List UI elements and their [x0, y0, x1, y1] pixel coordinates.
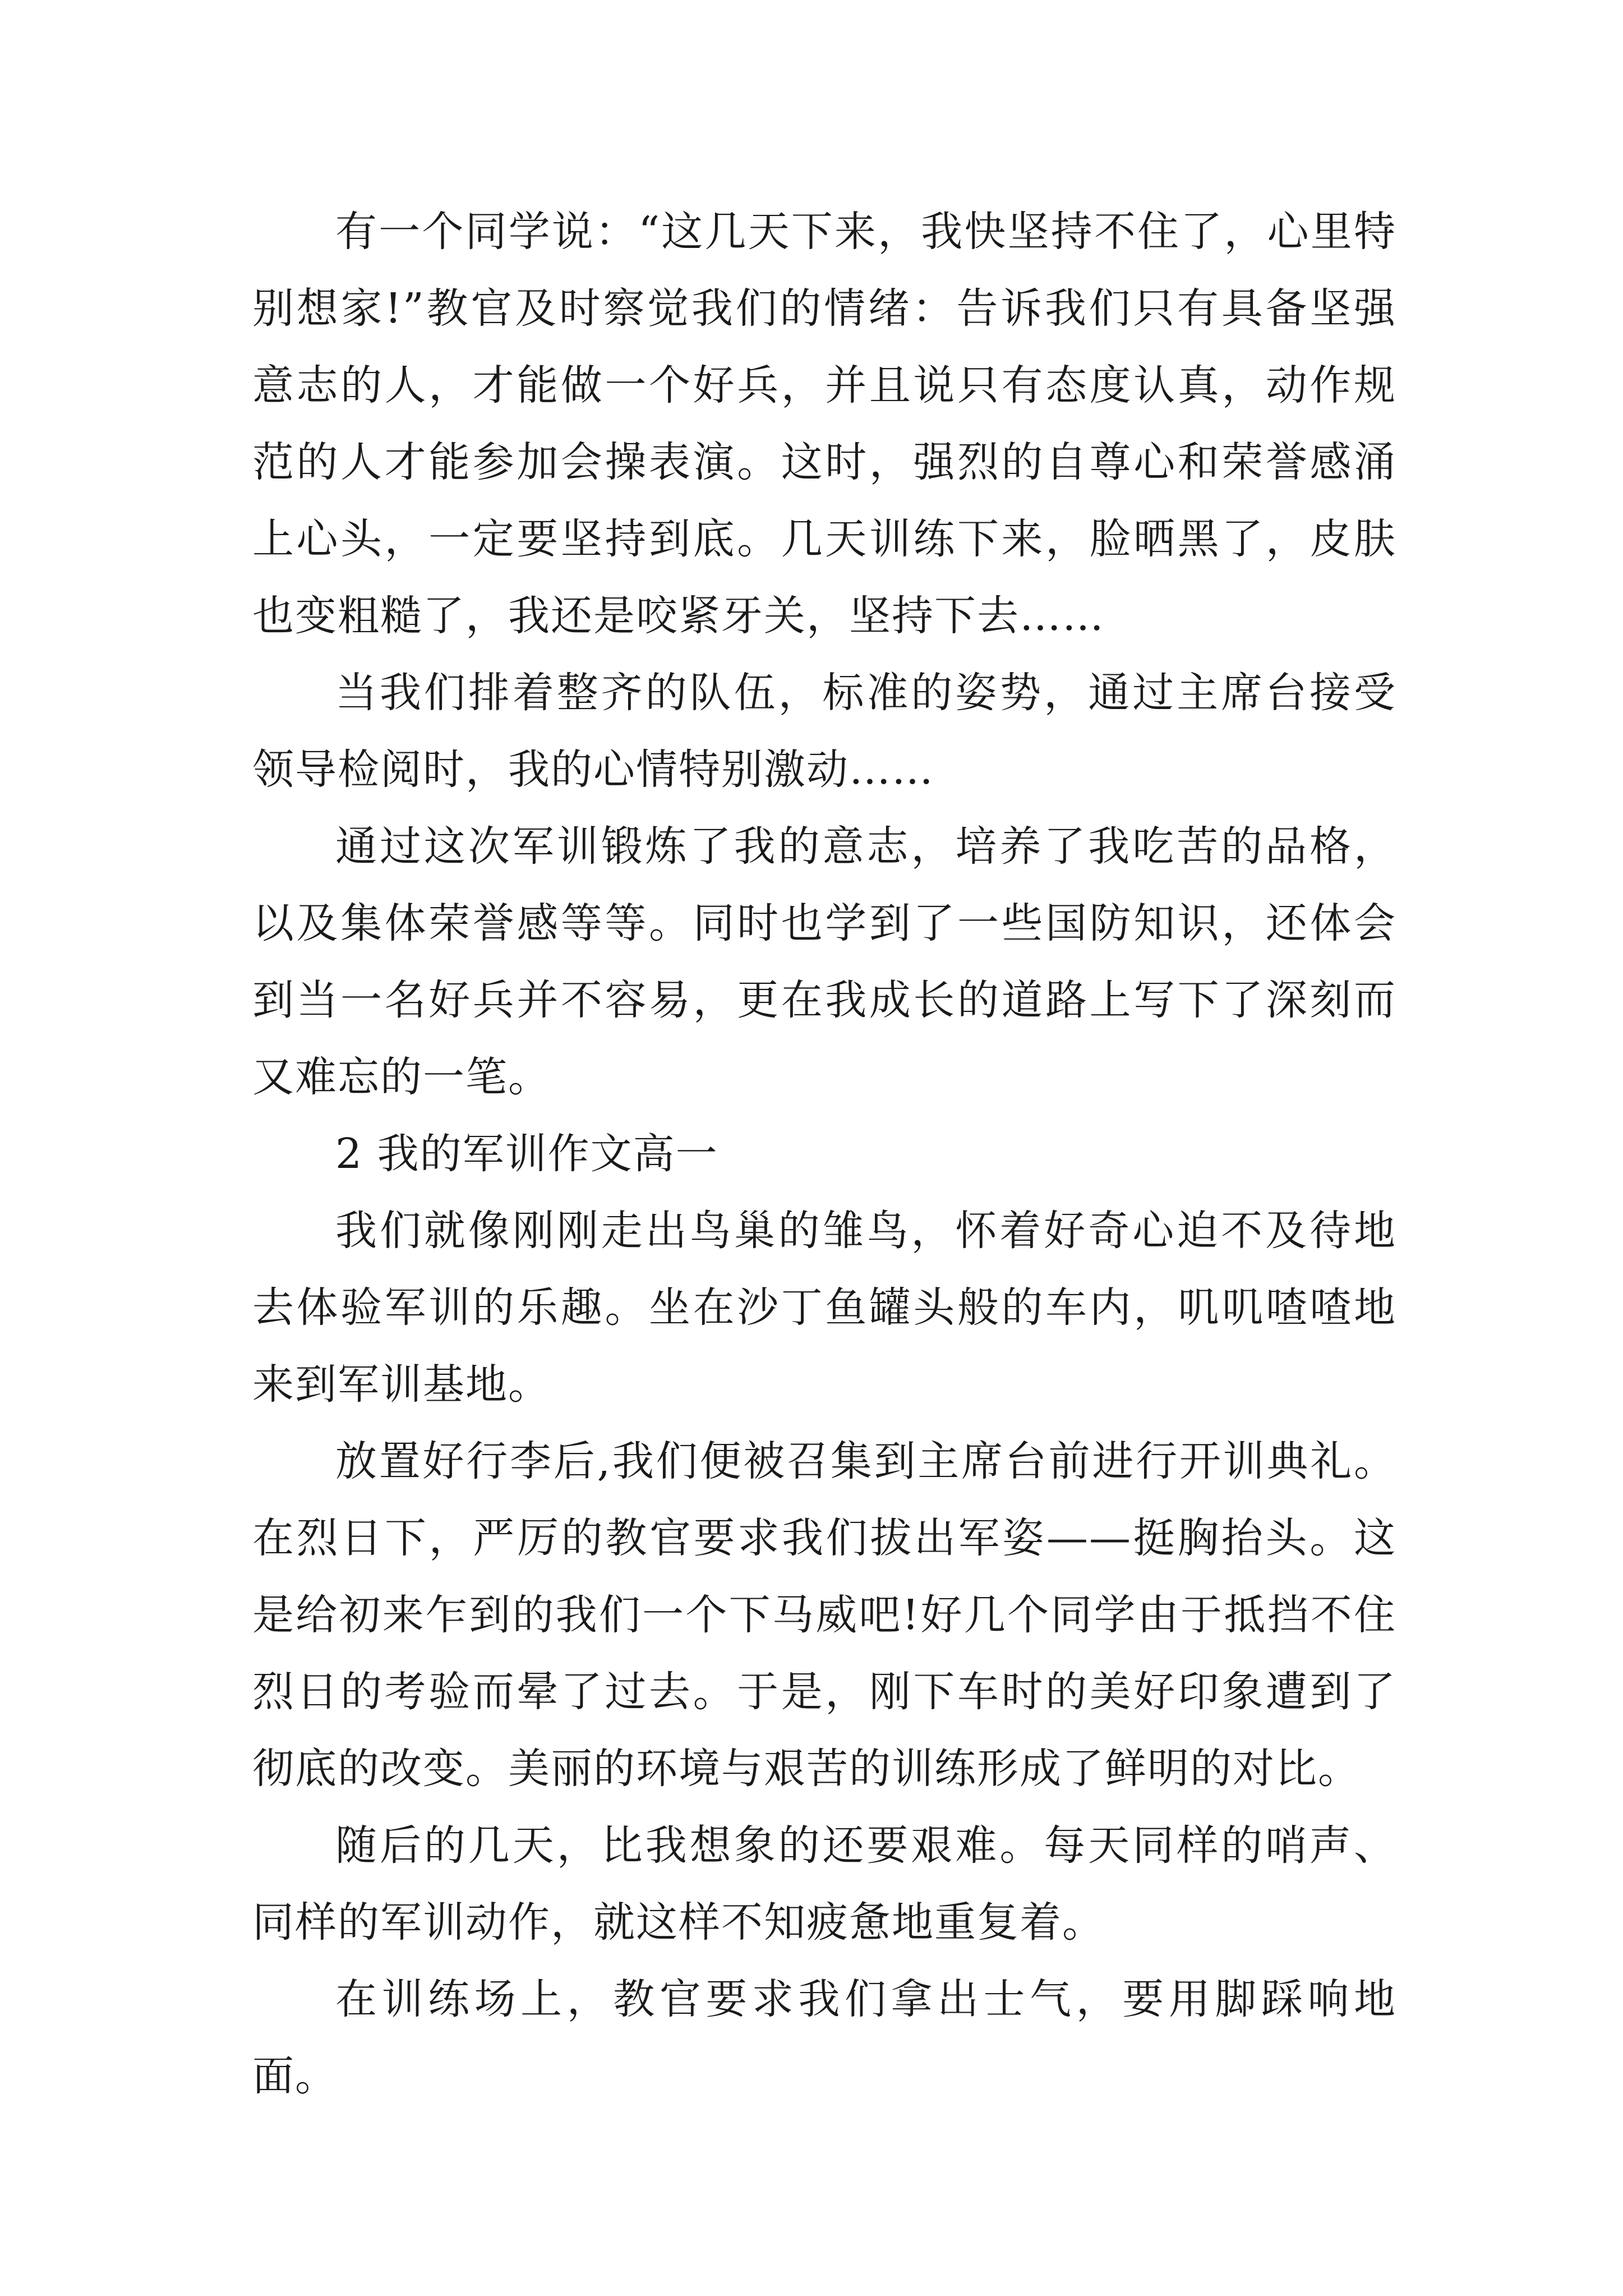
paragraph-7: 在训练场上，教官要求我们拿出士气，要用脚踩响地面。 — [252, 1975, 1396, 2100]
paragraph-6: 随后的几天，比我想象的还要艰难。每天同样的哨声、同样的军训动作，就这样不知疲惫地重复着。 — [252, 1821, 1396, 1947]
paragraph-4: 我们就像刚刚走出鸟巢的雏鸟，怀着好奇心迫不及待地去体验军训的乐趣。坐在沙丁鱼罐头般的车内，叽叽喳喳地来到军训基地。 — [252, 1207, 1396, 1409]
paragraph-5: 放置好行李后,我们便被召集到主席台前进行开训典礼。在烈日下，严厉的教官要求我们拔出军姿——挺胸抬头。这是给初来乍到的我们一个下马威吧!好几个同学由于抵挡不住烈日的考验而晕了过去。于是，刚下车时的美好印象遭到了彻底的改变。美丽的环境与艰苦的训练形成了鲜明的对比。 — [252, 1437, 1396, 1793]
paragraph-3: 通过这次军训锻炼了我的意志，培养了我吃苦的品格，以及集体荣誉感等等。同时也学到了一些国防知识，还体会到当一名好兵并不容易，更在我成长的道路上写下了深刻而又难忘的一笔。 — [252, 822, 1396, 1101]
document-page — [252, 194, 1396, 2115]
section-heading: 2 我的军训作文高一 — [335, 1130, 718, 1178]
paragraph-2: 当我们排着整齐的队伍，标准的姿势，通过主席台接受领导检阅时，我的心情特别激动…… — [252, 669, 1396, 794]
paragraph-1: 有一个同学说：“这几天下来，我快坚持不住了，心里特别想家!”教官及时察觉我们的情绪：告诉我们只有具备坚强意志的人，才能做一个好兵，并且说只有态度认真，动作规范的人才能参加会操表演。这时，强烈的自尊心和荣誉感涌上心头，一定要坚持到底。几天训练下来，脸晒黑了，皮肤也变粗糙了，我还是咬紧牙关，坚持下去…… — [252, 208, 1396, 640]
